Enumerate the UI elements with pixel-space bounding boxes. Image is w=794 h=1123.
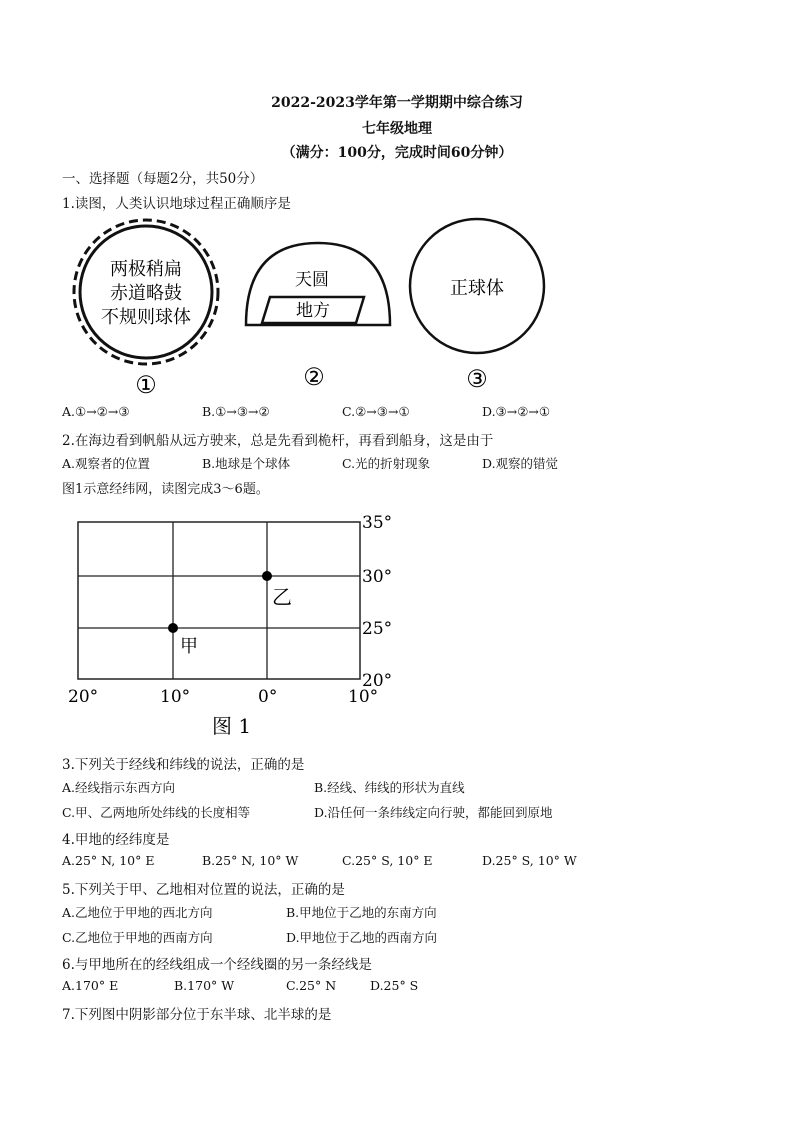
earth-shape-diagram [70,215,570,400]
q5-option-b[interactable]: B.甲地位于乙地的东南方向 [286,905,437,920]
q1-option-b[interactable]: B.①→③→② [202,404,270,419]
exam-subtitle: 七年级地理 [362,121,432,137]
q6-option-d[interactable]: D.25° S [370,978,419,993]
q2-option-a[interactable]: A.观察者的位置 [62,456,151,471]
fig1-line-2: 赤道略鼓 [110,283,182,304]
fig2-number: ② [303,363,325,391]
q4-option-a[interactable]: A.25° N, 10° E [62,853,155,868]
q1-option-d[interactable]: D.③→②→① [482,404,551,419]
q6-option-c[interactable]: C.25° N [286,978,337,993]
q3-option-c[interactable]: C.甲、乙两地所处纬线的长度相等 [62,805,251,820]
q6-option-b[interactable]: B.170° W [174,978,235,993]
q1-option-c[interactable]: C.②→③→① [342,404,410,419]
fig1-line-3: 不规则球体 [101,307,191,328]
q6-option-a[interactable]: A.170° E [62,978,119,993]
exam-note: （满分：100分，完成时间60分钟） [281,145,513,161]
q3-stem: 3.下列关于经线和纬线的说法，正确的是 [62,757,305,773]
lon-label-20: 20° [68,687,99,707]
figure-caption: 图 1 [212,714,252,738]
grid-frame [78,522,360,679]
lat-label-35: 35° [362,513,393,533]
point-jia-marker [168,623,178,633]
q6-stem: 6.与甲地所在的经线组成一个经线圈的另一条经线是 [62,957,372,973]
point-yi-marker [262,571,272,581]
point-yi-label: 乙 [272,585,292,609]
fig1-line-1: 两极稍扁 [110,259,182,280]
fig2-bottom-text: 地方 [296,301,330,321]
q1-option-a[interactable]: A.①→②→③ [62,404,130,419]
q4-option-b[interactable]: B.25° N, 10° W [202,853,299,868]
q3-option-b[interactable]: B.经线、纬线的形状为直线 [314,780,465,795]
lat-lon-grid-figure [60,508,410,743]
q5-option-c[interactable]: C.乙地位于甲地的西南方向 [62,930,213,945]
q5-option-a[interactable]: A.乙地位于甲地的西北方向 [62,905,213,920]
q5-option-d[interactable]: D.甲地位于乙地的西南方向 [286,930,438,945]
lat-label-25: 25° [362,619,393,639]
fig1-number: ① [135,371,157,399]
q1-figure [70,215,570,400]
exam-title: 2022-2023学年第一学期期中综合练习 [271,95,523,111]
q2-stem: 2.在海边看到帆船从远方驶来，总是先看到桅杆，再看到船身，这是由于 [62,433,494,449]
q4-option-c[interactable]: C.25° S, 10° E [342,853,433,868]
q1-stem: 1.读图，人类认识地球过程正确顺序是 [62,196,291,212]
q3-option-d[interactable]: D.沿任何一条纬线定向行驶，都能回到原地 [314,805,553,820]
map-intro: 图1示意经纬网，读图完成3～6题。 [62,482,269,497]
lon-label-0: 0° [258,687,278,707]
q4-stem: 4.甲地的经纬度是 [62,832,170,848]
fig3-number: ③ [466,365,488,393]
lat-label-30: 30° [362,567,393,587]
fig2-top-text: 天圆 [295,270,329,290]
section-heading: 一、选择题（每题2分，共50分） [62,171,264,187]
lon-label-10-left: 10° [160,687,191,707]
q7-stem: 7.下列图中阴影部分位于东半球、北半球的是 [62,1007,332,1023]
q2-option-c[interactable]: C.光的折射现象 [342,456,431,471]
q3-option-a[interactable]: A.经线指示东西方向 [62,780,176,795]
fig3-text: 正球体 [450,278,504,299]
lat-lon-grid [60,508,410,743]
lat-label-20: 20° [362,671,393,691]
q2-option-d[interactable]: D.观察的错觉 [482,456,559,471]
q2-option-b[interactable]: B.地球是个球体 [202,456,291,471]
q4-option-d[interactable]: D.25° S, 10° W [482,853,577,868]
point-jia-label: 甲 [180,636,198,657]
lon-label-10-right: 10° [348,687,379,707]
q5-stem: 5.下列关于甲、乙地相对位置的说法，正确的是 [62,882,345,898]
